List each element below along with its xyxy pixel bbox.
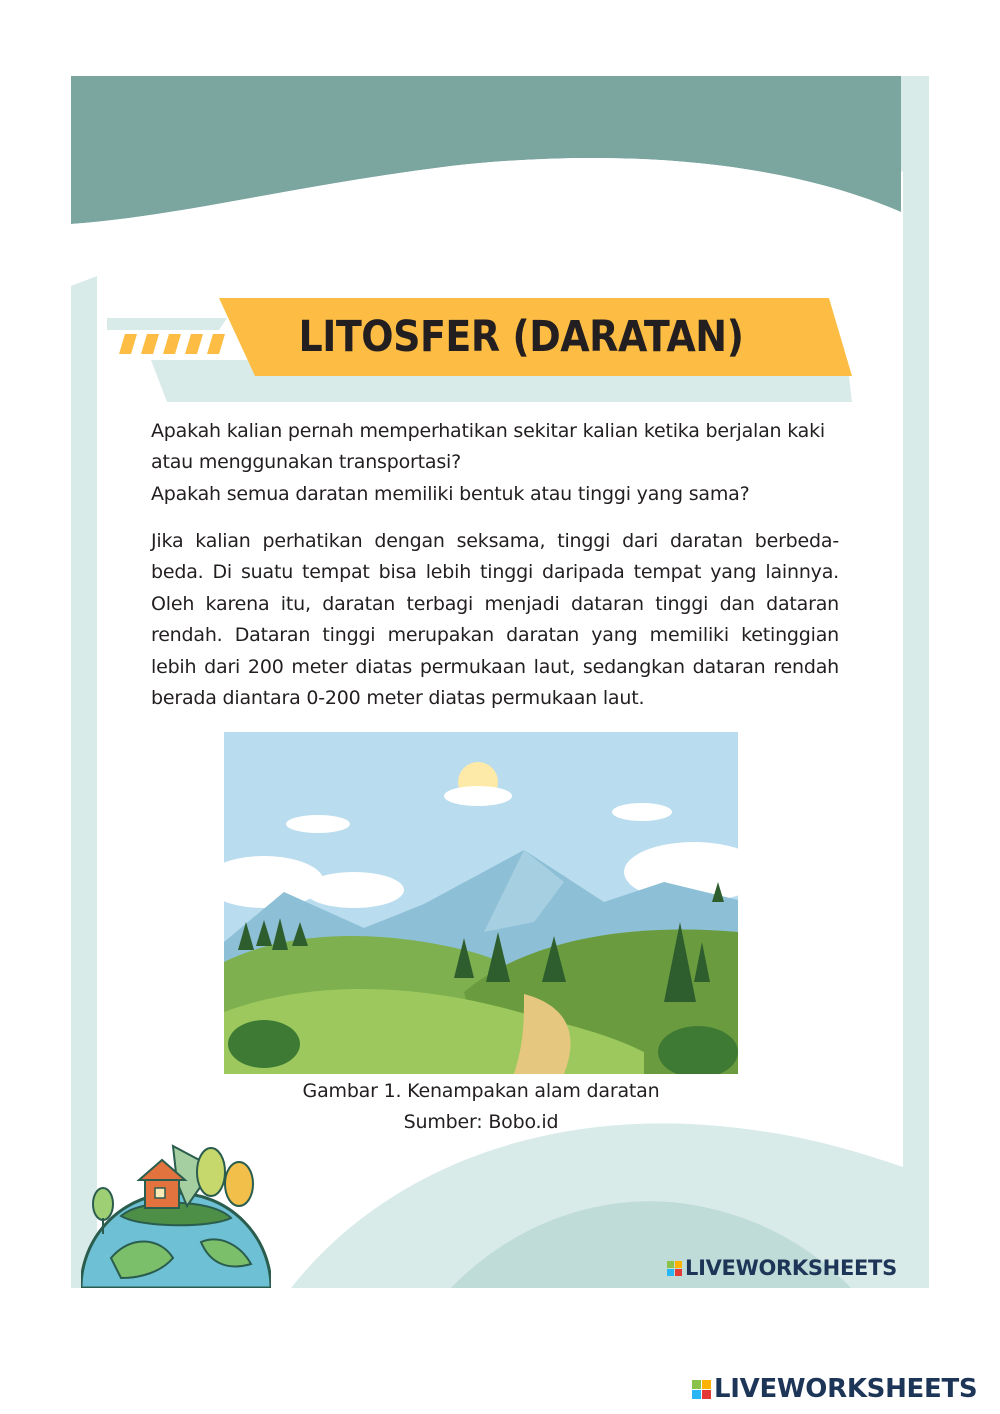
liveworksheets-logo xyxy=(667,1256,897,1280)
intro-question-2: Apakah semua daratan memiliki bentuk atau tinggi yang sama? xyxy=(151,482,750,505)
liveworksheets-icon xyxy=(692,1380,711,1399)
liveworksheets-icon xyxy=(667,1261,682,1276)
page-title: LITOSFER (DARATAN) xyxy=(298,312,744,362)
body-paragraph: Jika kalian perhatikan dengan seksama, tinggi dari daratan berbeda-beda. Di suatu tempat bisa lebih tinggi daripada tempat yang lainnya. Oleh karena itu, daratan terbagi menjadi dataran tinggi dan dataran rendah. Dataran tinggi merupakan daratan yang memiliki ketinggian lebih dari 200 meter diatas permukaan laut, sedangkan dataran rendah berada diantara 0-200 meter diatas permukaan laut. xyxy=(151,530,839,710)
landscape-illustration xyxy=(224,732,738,1074)
globe-illustration xyxy=(81,1138,271,1288)
liveworksheets-text: LIVEWORKSHEETS xyxy=(714,1374,978,1404)
worksheet-page xyxy=(71,76,929,1288)
liveworksheets-logo-footer[interactable] xyxy=(692,1374,977,1404)
intro-question-1: Apakah kalian pernah memperhatikan sekitar kalian ketika berjalan kaki atau menggunakan transportasi? xyxy=(151,420,826,474)
figure-source: Sumber: Bobo.id xyxy=(403,1111,559,1133)
liveworksheets-text: LIVEWORKSHEETS xyxy=(685,1256,897,1280)
figure-caption: Gambar 1. Kenampakan alam daratan xyxy=(302,1080,660,1102)
intro-questions xyxy=(151,416,839,510)
